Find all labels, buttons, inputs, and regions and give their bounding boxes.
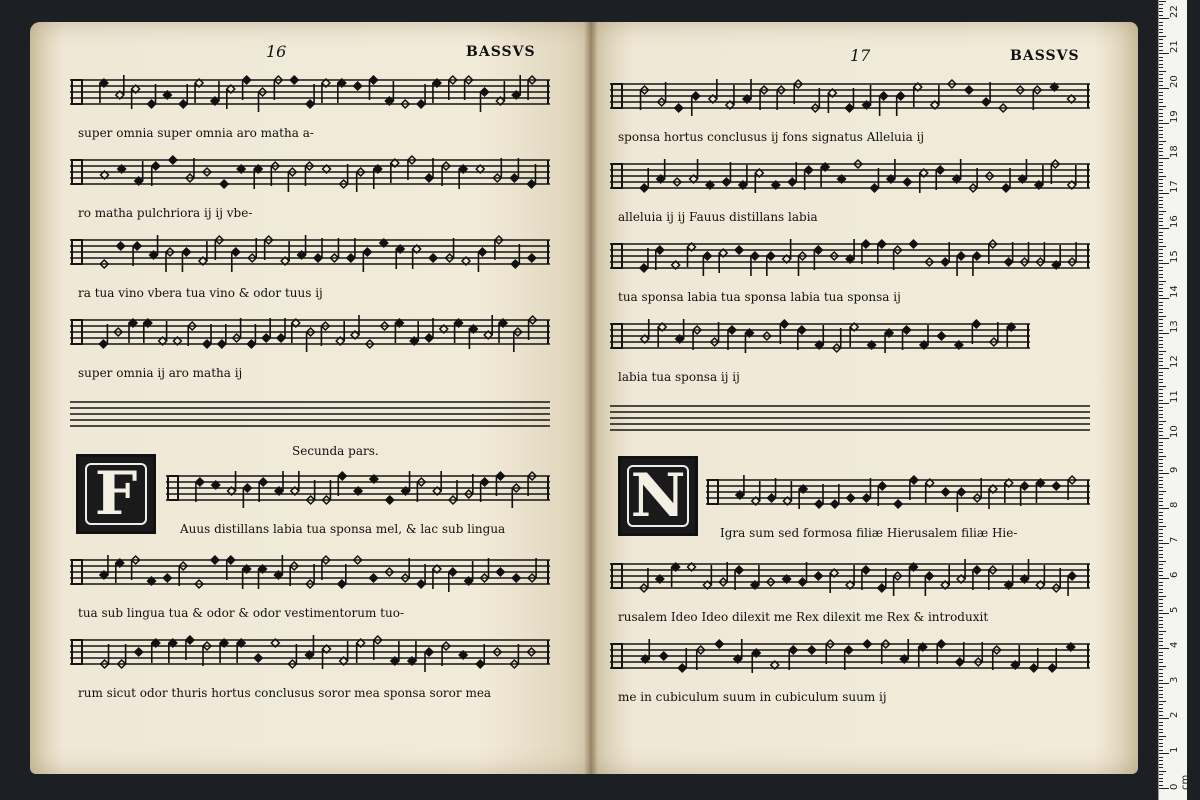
music-staff bbox=[610, 392, 1090, 448]
ruler-mark: 22 bbox=[1169, 5, 1180, 18]
initial-letter: F bbox=[94, 459, 138, 529]
lyric-line: ra tua vino vbera tua vino & odor tuus ij bbox=[78, 286, 323, 300]
section-label: Secunda pars. bbox=[292, 444, 379, 458]
ruler-mark: 9 bbox=[1169, 466, 1180, 473]
ruler-mark: 2 bbox=[1169, 711, 1180, 718]
music-staff bbox=[70, 306, 550, 362]
music-staff bbox=[610, 310, 1030, 366]
ruler-mark: 1 bbox=[1169, 746, 1180, 753]
voice-label-right: BASSVS bbox=[1010, 48, 1080, 64]
music-staff bbox=[706, 466, 1090, 522]
music-staff bbox=[610, 550, 1090, 606]
lyric-line: sponsa hortus conclusus ij fons signatus Alleluia ij bbox=[618, 130, 925, 144]
music-system bbox=[70, 546, 550, 620]
lyric-line: tua sub lingua tua & odor & odor vestimentorum tuo- bbox=[78, 606, 405, 620]
measuring-ruler bbox=[1158, 0, 1191, 800]
lyric-line: alleluia ij ij Fauus distillans labia bbox=[618, 210, 818, 224]
lyric-line: super omnia super omnia aro matha a- bbox=[78, 126, 314, 140]
music-system bbox=[70, 306, 550, 380]
music-staff bbox=[610, 70, 1090, 126]
music-staff bbox=[70, 546, 550, 602]
ruler-mark: 3 bbox=[1169, 676, 1180, 683]
lyric-line: Auus distillans labia tua sponsa mel, & lac sub lingua bbox=[180, 522, 506, 536]
lyric-line: rusalem Ideo Ideo dilexit me Rex dilexit me Rex & introduxit bbox=[618, 610, 989, 624]
ruler-mark: 19 bbox=[1169, 110, 1180, 123]
ruler-mark: 12 bbox=[1169, 355, 1180, 368]
ruler-mark: 15 bbox=[1169, 250, 1180, 263]
lyric-line: me in cubiculum suum in cubiculum suum ij bbox=[618, 690, 887, 704]
ruler-mark: 13 bbox=[1169, 320, 1180, 333]
music-staff bbox=[70, 226, 550, 282]
ruler-mark: 18 bbox=[1169, 145, 1180, 158]
music-system bbox=[610, 630, 1090, 704]
book-gutter bbox=[584, 22, 598, 774]
voice-label-left: BASSVS bbox=[466, 44, 536, 60]
ruler-mark: 8 bbox=[1169, 501, 1180, 508]
empty-staff-system bbox=[70, 388, 550, 444]
ruler-unit: 0 cm bbox=[1169, 774, 1191, 790]
ruler-mark: 11 bbox=[1169, 390, 1180, 403]
page-number-right: 17 bbox=[850, 46, 871, 65]
empty-staff-system bbox=[610, 392, 1090, 448]
ruler-mark: 17 bbox=[1169, 180, 1180, 193]
decorated-initial-n bbox=[618, 456, 698, 536]
lyric-line: super omnia ij aro matha ij bbox=[78, 366, 243, 380]
music-staff bbox=[610, 230, 1090, 286]
decorated-initial-f bbox=[76, 454, 156, 534]
ruler-mark: 7 bbox=[1169, 536, 1180, 543]
music-staff bbox=[70, 146, 550, 202]
music-system bbox=[610, 230, 1090, 304]
music-staff bbox=[610, 150, 1090, 206]
music-system bbox=[70, 146, 550, 220]
ruler-mark: 10 bbox=[1169, 425, 1180, 438]
ruler-mark: 6 bbox=[1169, 571, 1180, 578]
music-staff bbox=[166, 462, 550, 518]
music-system bbox=[70, 226, 550, 300]
music-system bbox=[610, 70, 1090, 144]
music-staff bbox=[610, 630, 1090, 686]
lyric-line: rum sicut odor thuris hortus conclusus soror mea sponsa soror mea bbox=[78, 686, 492, 700]
music-staff bbox=[70, 388, 550, 444]
ruler-mark: 20 bbox=[1169, 75, 1180, 88]
ruler-mark: 4 bbox=[1169, 641, 1180, 648]
initial-letter: N bbox=[630, 461, 686, 531]
music-system bbox=[70, 66, 550, 140]
music-staff bbox=[70, 626, 550, 682]
music-system bbox=[706, 466, 1090, 540]
lyric-line: labia tua sponsa ij ij bbox=[618, 370, 740, 384]
music-system bbox=[70, 626, 550, 700]
music-system bbox=[166, 462, 550, 536]
ruler-mark: 21 bbox=[1169, 40, 1180, 53]
ruler-mark: 5 bbox=[1169, 606, 1180, 613]
open-book bbox=[30, 14, 1150, 780]
lyric-line: tua sponsa labia tua sponsa labia tua sponsa ij bbox=[618, 290, 901, 304]
page-number-left: 16 bbox=[266, 42, 287, 61]
ruler-mark: 14 bbox=[1169, 285, 1180, 298]
ruler-mark: 16 bbox=[1169, 215, 1180, 228]
music-system bbox=[610, 310, 1030, 384]
lyric-line: ro matha pulchriora ij ij vbe- bbox=[78, 206, 253, 220]
music-staff bbox=[70, 66, 550, 122]
lyric-line: Igra sum sed formosa filiæ Hierusalem filiæ Hie- bbox=[720, 526, 1018, 540]
music-system bbox=[610, 550, 1090, 624]
music-system bbox=[610, 150, 1090, 224]
